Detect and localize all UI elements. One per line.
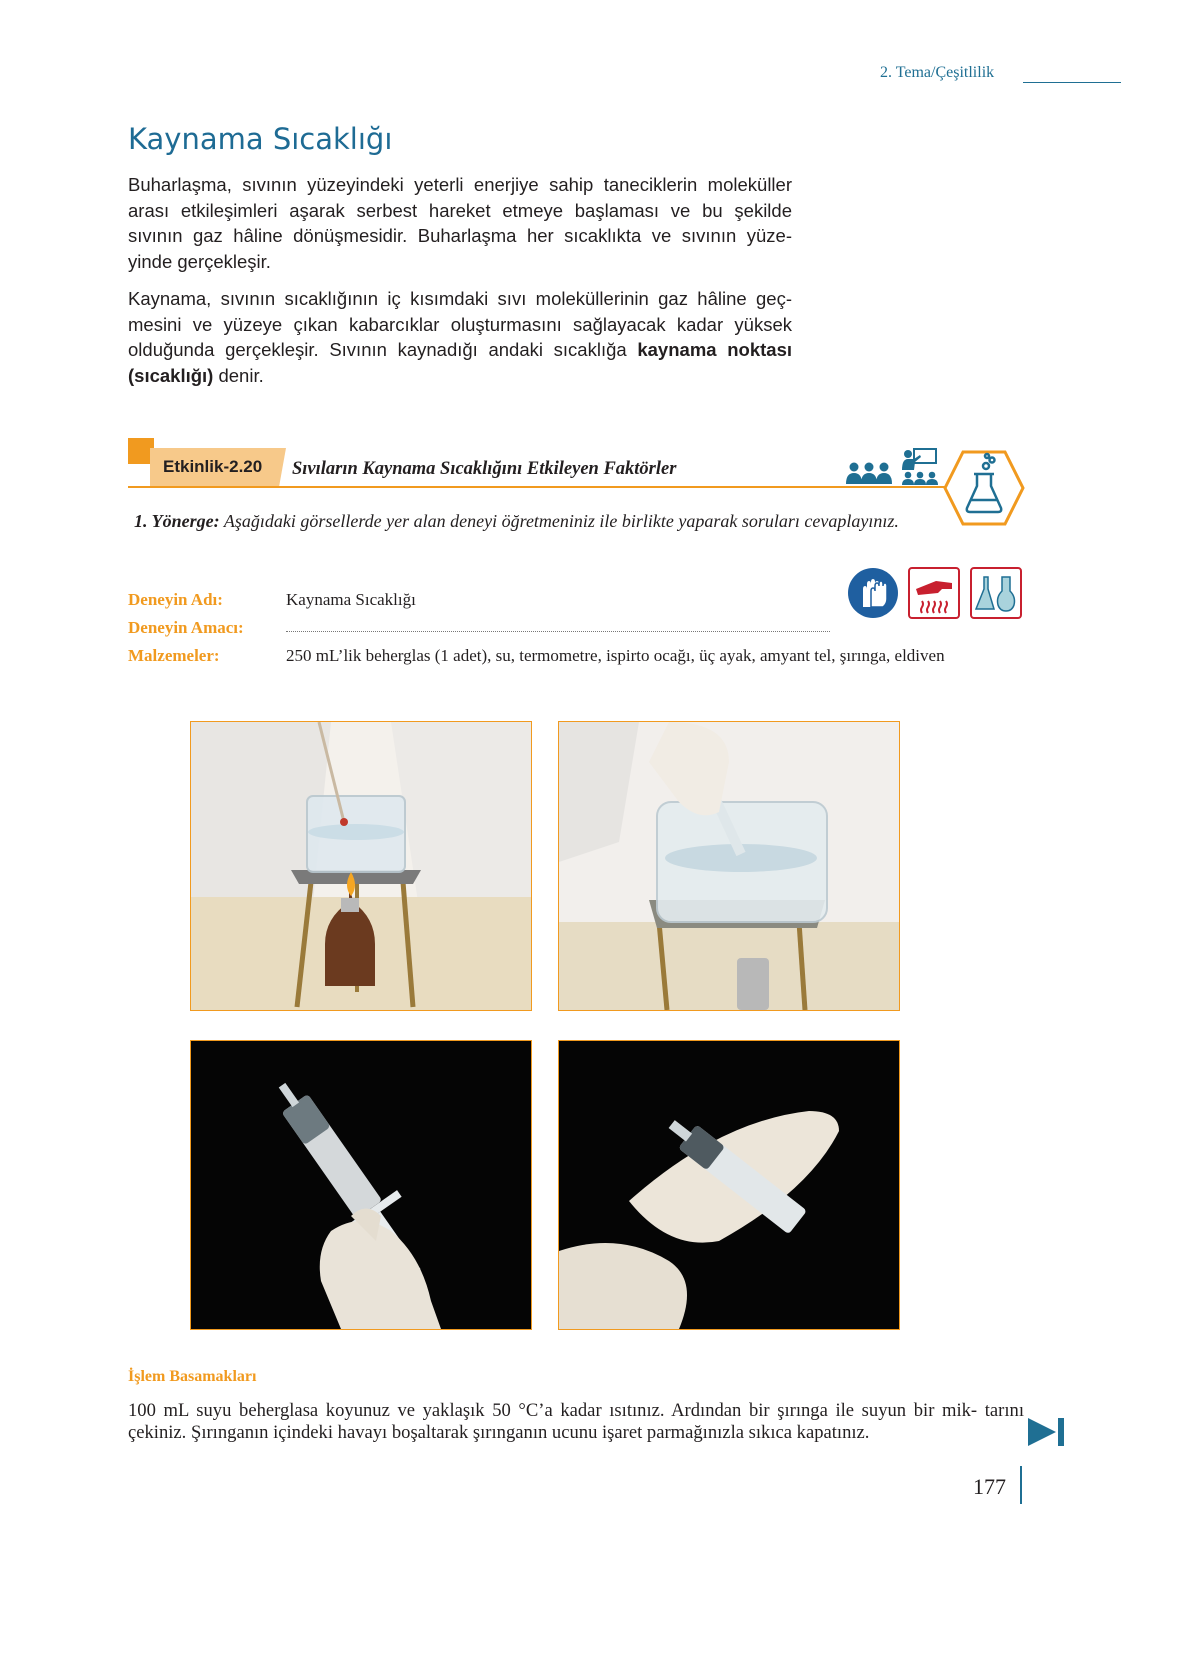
steps-text: 100 mL suyu beherglasa koyunuz ve yaklaşık 50 °C’a kadar ısıtınız. Ardından bir şırınga ile suyun bir mik- tarını çekiniz. Şırınganın içindeki havayı boşaltarak şırınganın ucunu işaret parmağınızla sıkıca kapatınız. bbox=[128, 1400, 1024, 1443]
experiment-aim-blank[interactable] bbox=[286, 631, 830, 632]
teacher-presentation-icon bbox=[900, 448, 940, 486]
activity-label: Etkinlik-2.20 bbox=[163, 457, 263, 476]
photo-3-illustration bbox=[191, 1041, 531, 1329]
photo-2-illustration bbox=[559, 722, 899, 1010]
steps-heading: İşlem Basamakları bbox=[128, 1368, 257, 1385]
section-title: Kaynama Sıcaklığı bbox=[128, 122, 393, 156]
chapter-header: 2. Tema/Çeşitlilik bbox=[880, 64, 995, 81]
photo-4-illustration bbox=[559, 1041, 899, 1329]
activity-rule bbox=[128, 486, 948, 488]
photo-1-illustration bbox=[191, 722, 531, 1010]
experiment-name-value: Kaynama Sıcaklığı bbox=[286, 590, 416, 609]
materials-value: 250 mL’lik beherglas (1 adet), su, termometre, ispirto ocağı, üç ayak, amyant tel, şırınga, eldiven bbox=[286, 646, 945, 665]
photo-syringe-beaker bbox=[558, 721, 900, 1011]
chemistry-flask-icon bbox=[943, 450, 1025, 526]
hot-surface-icon bbox=[908, 567, 960, 619]
page-number-rule bbox=[1020, 1466, 1022, 1504]
photo-hands-sealing-syringe bbox=[558, 1040, 900, 1330]
materials-label: Malzemeler: bbox=[128, 646, 220, 665]
paragraph-boiling: Kaynama, sıvının sıcaklığının iç kısımdaki sıvı moleküllerinin gaz hâline geç- mesini ve yüzeye çıkan kabarcıklar oluşturmasını sağlayacak kadar yüksek olduğunda gerçekleşir. Sıvının kaynadığı andaki sıcaklığa kaynama noktası (sıcaklığı) denir. bbox=[128, 288, 792, 386]
instruction: 1. Yönerge: Aşağıdaki görsellerde yer alan deneyi öğretmeniniz ile birlikte yaparak soruları cevaplayınız. bbox=[134, 511, 899, 531]
paragraph-evaporation: Buharlaşma, sıvının yüzeyindeki yeterli enerjiye sahip taneciklerin moleküller arası etkileşimleri aşarak serbest hareket etmeye başlaması ve bu şekilde sıvının gaz hâline dönüşmesidir. Buharlaşma her sıcaklıkta ve sıvının yüze- yinde gerçekleşir. bbox=[128, 174, 792, 272]
photo-beaker-thermometer bbox=[190, 721, 532, 1011]
header-rule bbox=[1023, 82, 1121, 83]
glassware-icon bbox=[970, 567, 1022, 619]
photo-hand-syringe bbox=[190, 1040, 532, 1330]
gloves-icon bbox=[847, 567, 899, 619]
continue-arrow-icon[interactable] bbox=[1028, 1416, 1066, 1448]
experiment-name-label: Deneyin Adı: bbox=[128, 590, 223, 609]
page-number: 177 bbox=[973, 1474, 1006, 1499]
group-work-icon bbox=[846, 460, 892, 486]
boiling-point-term: kaynama noktası (sıcaklığı) bbox=[128, 339, 792, 386]
experiment-aim-label: Deneyin Amacı: bbox=[128, 618, 244, 637]
activity-title: Sıvıların Kaynama Sıcaklığını Etkileyen Faktörler bbox=[292, 459, 677, 479]
